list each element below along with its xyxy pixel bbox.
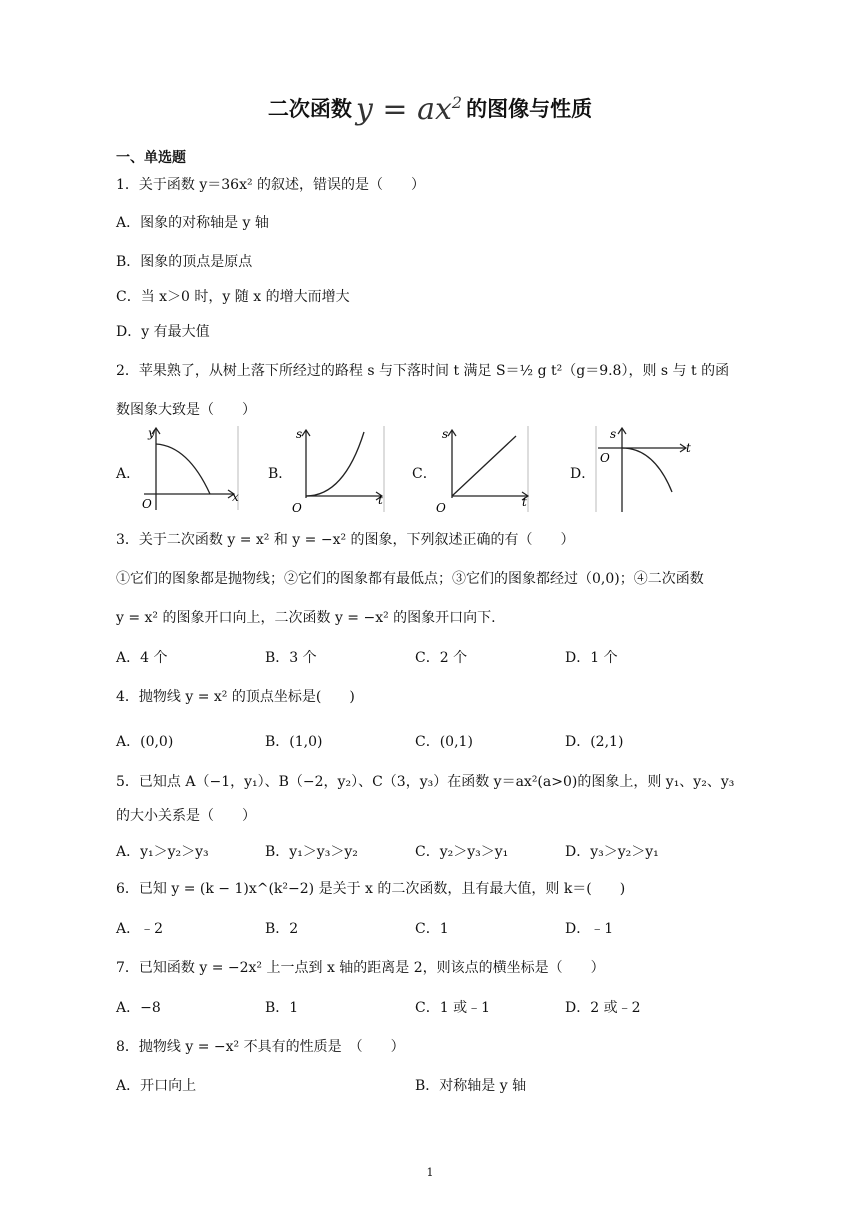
graph-c	[430, 424, 534, 514]
question-7-option-b: B．1	[265, 1000, 299, 1016]
question-5-option-c: C．y₂＞y₃＞y₁	[415, 844, 509, 860]
question-1-stem: 1．关于函数 y＝36x² 的叙述，错误的是（ ）	[116, 177, 426, 193]
graph-b	[284, 424, 388, 514]
question-6-stem: 6．已知 y = (k − 1)x^(k²−2) 是关于 x 的二次函数，且有最大值，则 k＝( )	[116, 881, 626, 897]
page-number: 1	[426, 1166, 434, 1179]
graph-d	[594, 424, 698, 514]
question-5-option-b: B．y₁＞y₃＞y₂	[265, 844, 358, 860]
graph-d-curve	[622, 448, 672, 492]
question-3-stem: 3．关于二次函数 y = x² 和 y = −x² 的图象，下列叙述正确的有（ ）	[116, 532, 575, 548]
question-3-statement-line1: ①它们的图象都是抛物线；②它们的图象都有最低点；③它们的图象都经过（0,0)；④二次函数	[116, 571, 704, 587]
question-4-option-d: D．(2,1)	[565, 734, 624, 750]
graph-a-y-label: y	[148, 426, 155, 440]
question-7-option-a: A．−8	[116, 1000, 161, 1016]
question-8-stem: 8．抛物线 y = −x² 不具有的性质是 （ ）	[116, 1039, 405, 1055]
question-8-option-a: A．开口向上	[116, 1078, 197, 1094]
question-3-statement-line2: y = x² 的图象开口向上，二次函数 y = −x² 的图象开口向下.	[116, 610, 496, 626]
graph-c-s-label: s	[442, 427, 449, 441]
question-6-option-d: D．﹣1	[565, 921, 614, 937]
title-formula-base: y = ax	[355, 92, 452, 127]
question-5-option-d: D．y₃＞y₂＞y₁	[565, 844, 659, 860]
graph-a	[138, 424, 242, 512]
question-1-option-c: C．当 x＞0 时，y 随 x 的增大而增大	[116, 289, 350, 305]
title-prefix: 二次函数	[267, 97, 352, 121]
question-3-option-c: C．2 个	[415, 650, 468, 666]
graph-a-curve	[156, 444, 210, 494]
question-1-option-d: D．y 有最大值	[116, 324, 210, 340]
question-4-option-b: B．(1,0)	[265, 734, 323, 750]
question-4-option-a: A．(0,0)	[116, 734, 174, 750]
graph-b-s-label: s	[296, 427, 303, 441]
question-5-option-a: A．y₁＞y₂＞y₃	[116, 844, 209, 860]
question-2-stem-line2: 数图象大致是（ ）	[116, 402, 256, 418]
title-suffix: 的图像与性质	[466, 97, 593, 121]
question-2-option-b: B．	[268, 466, 293, 482]
graph-c-t-label: t	[522, 495, 527, 509]
question-2-option-d: D．	[570, 466, 596, 482]
question-6-option-b: B．2	[265, 921, 299, 937]
question-1-option-b: B．图象的顶点是原点	[116, 254, 253, 270]
question-5-stem-line1: 5．已知点 A（−1，y₁）、B（−2，y₂）、C（3，y₃）在函数 y＝ax²(a>0)的图象上，则 y₁、y₂、y₃	[116, 774, 735, 790]
title-formula-exponent: 2	[451, 93, 463, 112]
question-3-option-d: D．1 个	[565, 650, 618, 666]
title-formula	[356, 92, 462, 127]
graph-d-t-label: t	[686, 441, 691, 455]
graph-d-s-label: s	[610, 427, 617, 441]
question-8-option-b: B．对称轴是 y 轴	[415, 1078, 527, 1094]
question-2-option-c: C．	[412, 466, 437, 482]
graph-d-origin-label: O	[600, 451, 610, 465]
graph-a-x-label: x	[232, 490, 239, 504]
question-1-option-a: A．图象的对称轴是 y 轴	[116, 215, 269, 231]
question-6-option-a: A．﹣2	[116, 921, 164, 937]
question-3-option-a: A．4 个	[116, 650, 168, 666]
question-7-option-d: D．2 或﹣2	[565, 1000, 641, 1016]
question-7-option-c: C．1 或﹣1	[415, 1000, 490, 1016]
question-5-stem-line2: 的大小关系是（ ）	[116, 808, 256, 824]
question-3-option-b: B．3 个	[265, 650, 317, 666]
question-7-stem: 7．已知函数 y = −2x² 上一点到 x 轴的距离是 2，则该点的横坐标是（ ）	[116, 960, 605, 976]
question-6-option-c: C．1	[415, 921, 449, 937]
question-2-stem-line1: 2．苹果熟了，从树上落下所经过的路程 s 与下落时间 t 满足 S＝½ g t²（g＝9.8），则 s 与 t 的函	[116, 363, 730, 379]
graph-b-curve	[306, 432, 364, 496]
graph-b-t-label: t	[378, 493, 383, 507]
question-4-stem: 4．抛物线 y = x² 的顶点坐标是( )	[116, 689, 355, 705]
graph-c-line	[452, 436, 516, 496]
graph-b-origin-label: O	[292, 501, 302, 514]
question-2-option-a: A．	[116, 466, 141, 482]
page-title	[0, 92, 860, 127]
question-4-option-c: C．(0,1)	[415, 734, 473, 750]
graph-c-origin-label: O	[436, 501, 446, 514]
graph-a-origin-label: O	[142, 497, 152, 511]
section-heading: 一、单选题	[116, 150, 186, 166]
